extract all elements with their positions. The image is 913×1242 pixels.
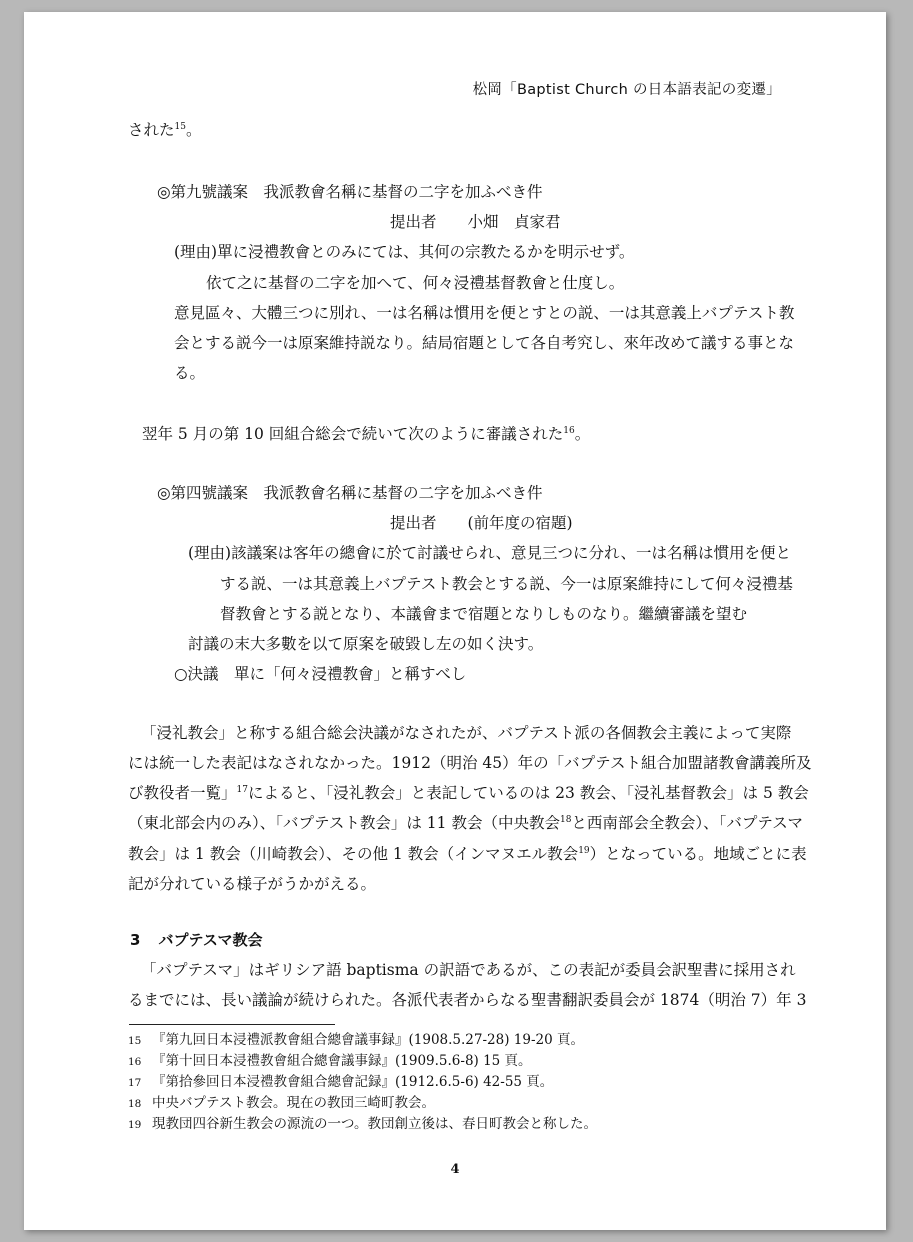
body-line-next-year: 翌年 5 月の第 10 回組合総会で続いて次のように審議された$^{16}$。	[142, 425, 591, 443]
proposal-four-discussion: 討議の末大多數を以て原案を破毀し左の如く決す。	[188, 635, 544, 653]
body-para-2-line-2: るまでには、長い議論が続けられた。各派代表者からなる聖書翻訳委員会が 1874（明治 7）年 3	[128, 991, 807, 1009]
proposal-nine-submitter: 提出者 小畑 貞家君	[390, 213, 561, 231]
body-para-1-line-1: 「浸礼教会」と称する組合総会決議がなされたが、バプテスト派の各個教会主義によって実際	[141, 724, 792, 742]
proposal-nine-reason-cont: 依て之に基督の二字を加へて、何々浸禮基督教會と仕度し。	[206, 274, 625, 292]
document-page	[24, 12, 886, 1230]
body-para-1-line-3: び教役者一覧」$^{17}$によると、「浸礼教会」と表記しているのは 23 教会、「浸礼基督教会」は 5 教会	[128, 784, 809, 802]
footnote-ref[interactable]: 19	[578, 846, 590, 856]
footnote-divider	[129, 1024, 335, 1025]
proposal-four-resolution: ○決議 單に「何々浸禮教會」と稱すべし	[174, 665, 467, 683]
proposal-four-reason-1: (理由)該議案は客年の總會に於て討議せられ、意見三つに分れ、一は名稱は慣用を便と	[188, 544, 791, 562]
footnote-18: 18 中央バプテスト教会。現在の教団三崎町教会。	[128, 1095, 435, 1111]
proposal-nine-opinion-2: 会とする説今一は原案維持説なり。結局宿題として各自考究し、來年改めて議する事とな	[174, 334, 795, 352]
footnote-17: 17 『第拾參回日本浸禮教會組合總會記録』(1912.6.5-6) 42-55 頁。	[128, 1074, 554, 1090]
proposal-nine-title: ◎第九號議案 我派教會名稱に基督の二字を加ふべき件	[157, 183, 543, 201]
proposal-nine-opinion-1: 意見區々、大體三つに別れ、一は名稱は慣用を便とすとの説、一は其意義上バプテスト教	[174, 304, 795, 322]
body-para-1-line-5: 教会」は 1 教会（川崎教会）、その他 1 教会（インマヌエル教会$^{19}$）となっている。地域ごとに表	[128, 845, 807, 863]
section-number: 3	[130, 931, 141, 949]
proposal-four-submitter: 提出者 (前年度の宿題)	[390, 514, 573, 532]
section-title-text: バプテスマ教会	[158, 931, 263, 949]
page-number: 4	[450, 1162, 460, 1177]
body-para-1-line-4: （東北部会内のみ）、「バプテスト教会」は 11 教会（中央教会$^{18}$と西南部会全教会）、「バプテスマ	[128, 814, 803, 832]
section-heading	[130, 929, 263, 950]
body-para-2-line-1: 「バプテスマ」はギリシア語 baptisma の訳語であるが、この表記が委員会訳聖書に採用され	[141, 961, 796, 979]
running-header: 松岡「Baptist Church の日本語表記の変遷」	[472, 82, 781, 98]
proposal-four-reason-3: 督教會とする説となり、本議會まで宿題となりしものなり。繼續審議を望む	[220, 605, 748, 623]
proposal-nine-opinion-3: る。	[174, 364, 206, 382]
body-para-1-line-2: には統一した表記はなされなかった。1912（明治 45）年の「バプテスト組合加盟諸教會講義所及	[128, 754, 812, 772]
footnote-ref[interactable]: 15	[174, 122, 186, 132]
footnote-ref[interactable]: 17	[236, 785, 248, 795]
proposal-four-title: ◎第四號議案 我派教會名稱に基督の二字を加ふべき件	[157, 484, 543, 502]
footnote-19: 19 現教団四谷新生教会の源流の一つ。教団創立後は、春日町教会と称した。	[128, 1116, 597, 1132]
footnote-ref[interactable]: 18	[559, 815, 572, 825]
footnote-15: 15 『第九回日本浸禮派教會組合總會議事録』(1908.5.27-28) 19-20 頁。	[128, 1032, 584, 1048]
proposal-four-reason-2: する説、一は其意義上バプテスト教会とする説、今一は原案維持にして何々浸禮基	[220, 575, 793, 593]
proposal-nine-reason: (理由)單に浸禮教會とのみにては、其何の宗教たるかを明示せず。	[174, 243, 635, 261]
footnote-ref[interactable]: 16	[563, 426, 575, 436]
body-line-1: された$^{15}$。	[128, 121, 202, 139]
body-para-1-line-6: 記が分れている様子がうかがえる。	[128, 875, 377, 893]
footnote-16: 16 『第十回日本浸禮教會組合總會議事録』(1909.5.6-8) 15 頁。	[128, 1053, 532, 1069]
